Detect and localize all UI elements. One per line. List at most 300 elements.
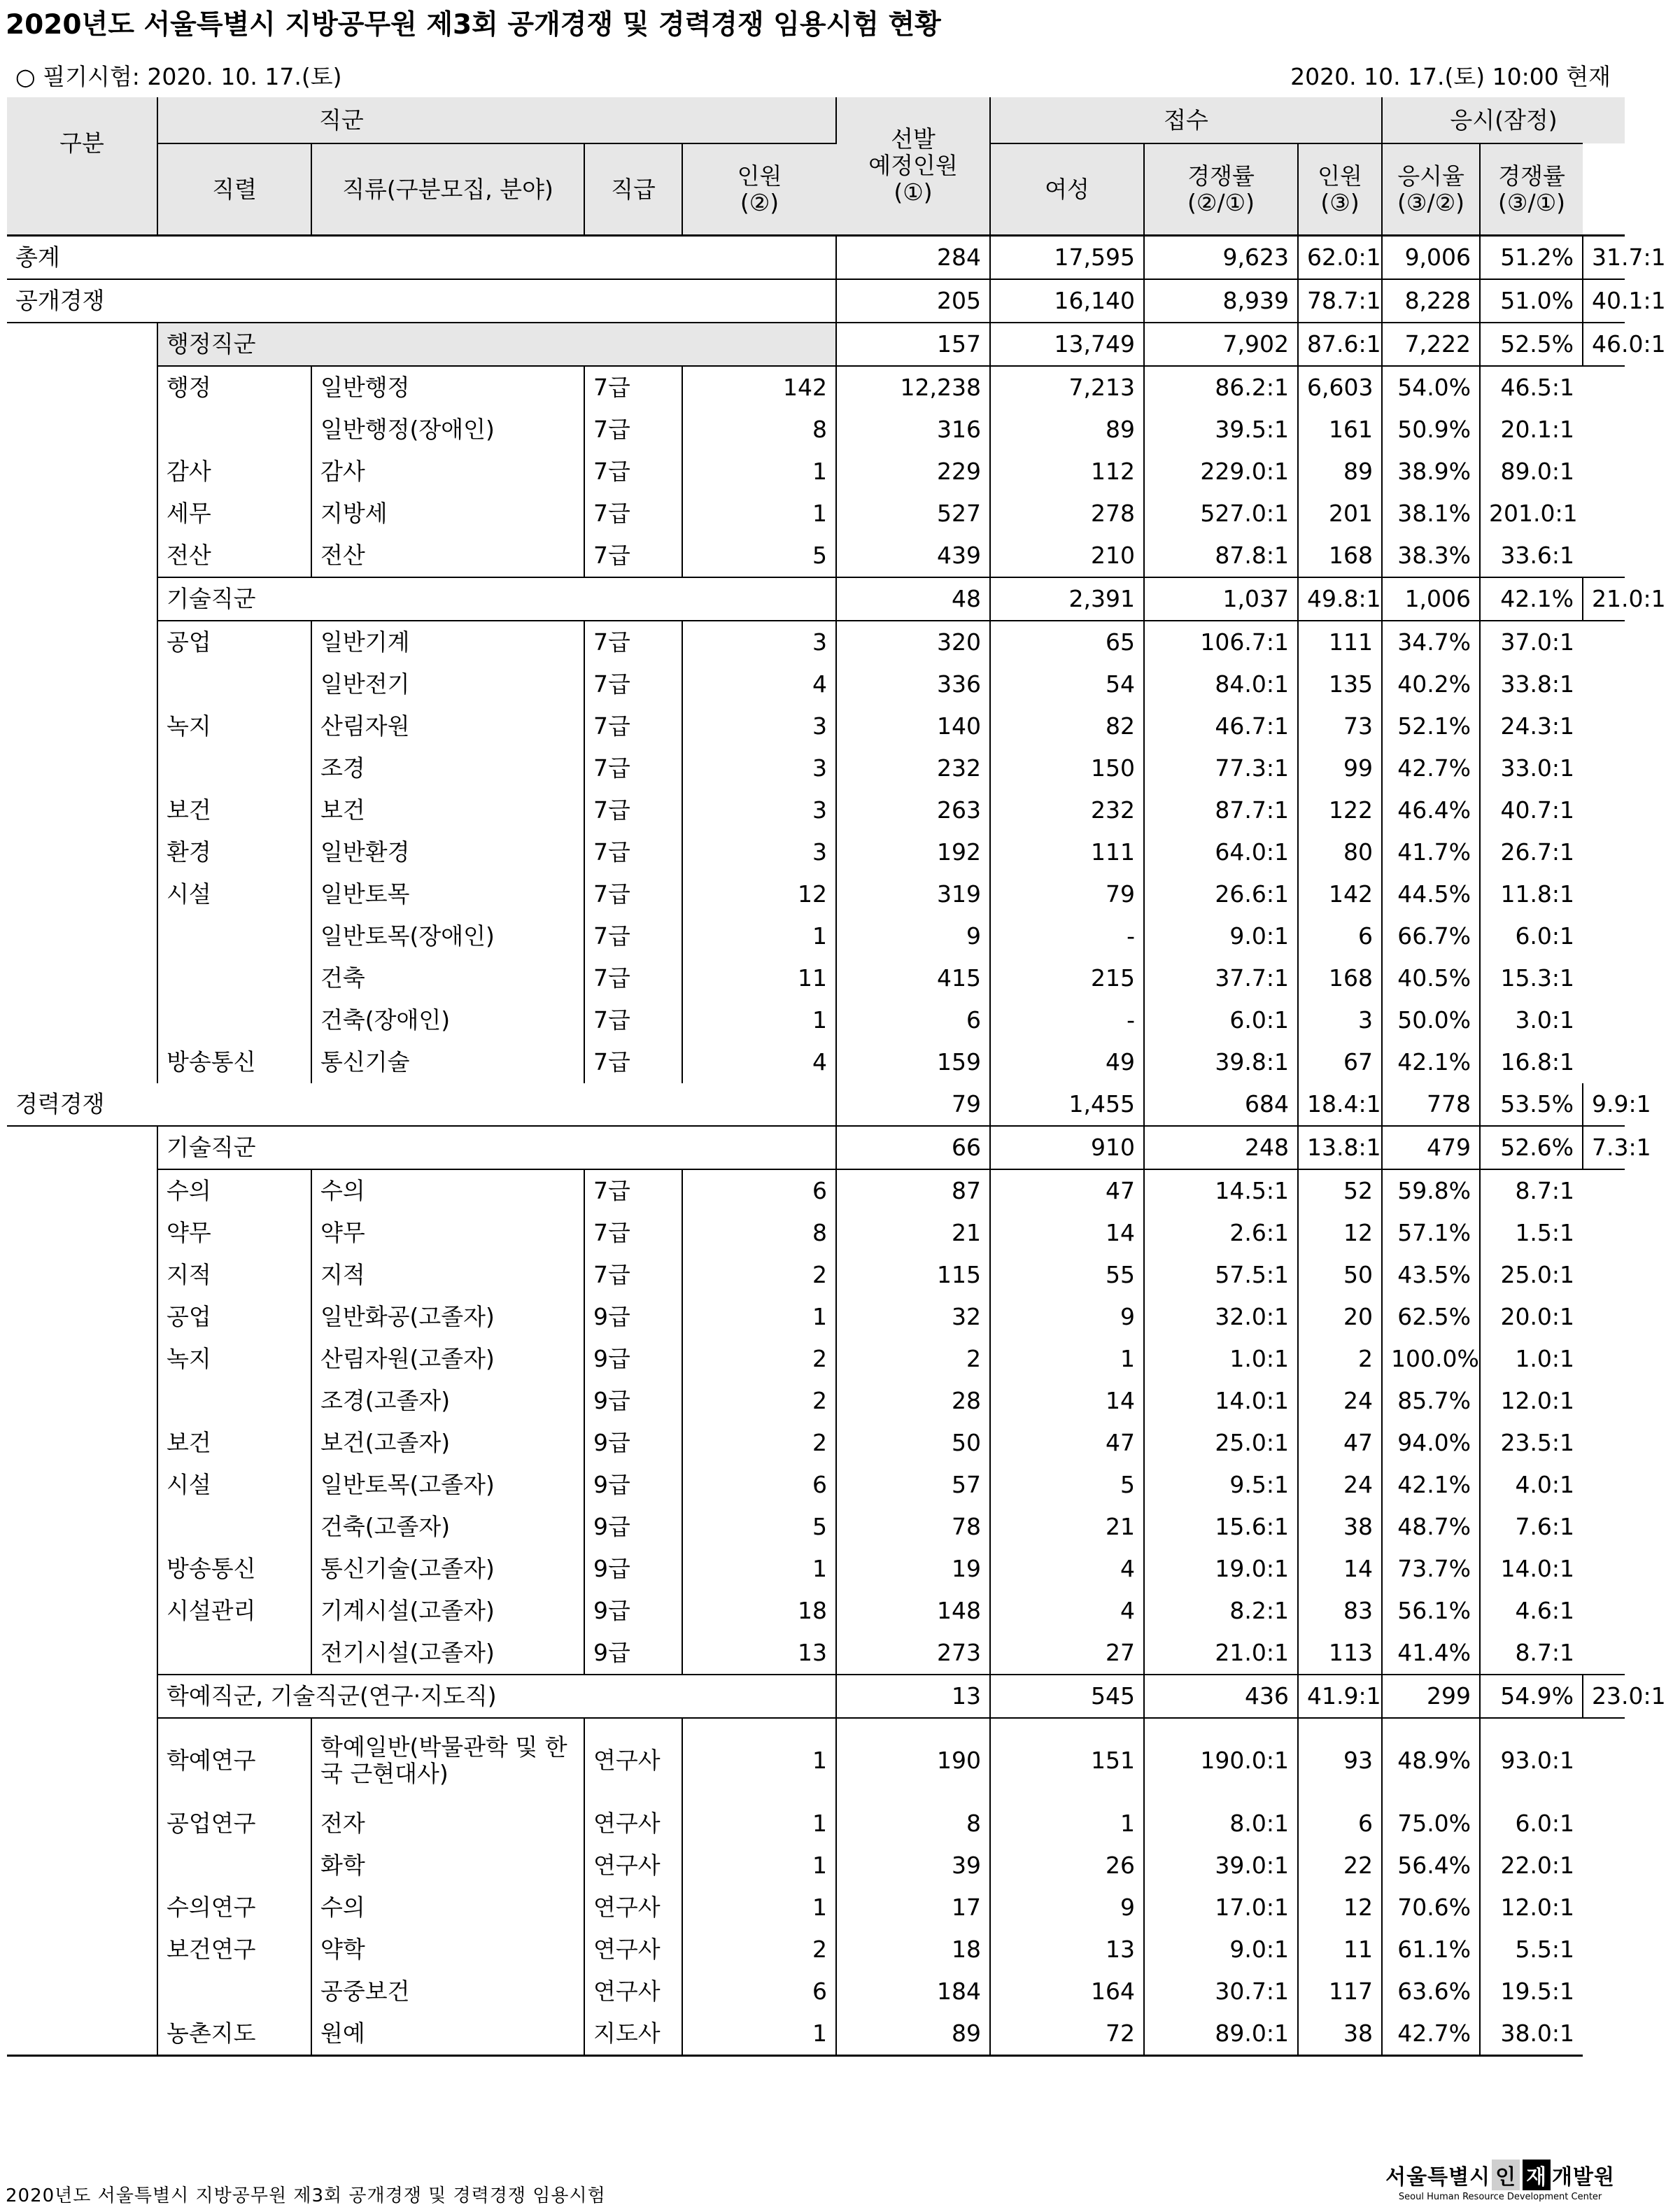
cell-take-ratio: 38.9%: [1382, 451, 1480, 493]
cell-female: 72: [990, 2013, 1144, 2056]
table-row: [7, 323, 1625, 366]
cell-apply-rate: 89.0:1: [1144, 2013, 1298, 2056]
cell-take-rate: 8.7:1: [1515, 1177, 1575, 1204]
header-eungsi-ratio: 응시율 (③/②): [1382, 143, 1480, 236]
cell-take-ratio: 38.3%: [1382, 535, 1480, 577]
cell-female: 151: [990, 1718, 1144, 1803]
table-row: [7, 279, 1625, 323]
cell-takers: 73: [1298, 705, 1382, 747]
cell-class: 산림자원(고졸자): [311, 1338, 584, 1380]
cell-applicants: 232: [836, 747, 990, 789]
cell-planned: 4: [682, 663, 836, 705]
cell-applicants: 2,391: [990, 577, 1144, 621]
table-row: [7, 789, 1625, 831]
cell-apply-rate: 9.0:1: [1144, 1929, 1298, 1971]
indent-cell: [7, 1675, 157, 1718]
cell-applicants: 16,140: [990, 279, 1144, 323]
cell-class: 건축(장애인): [311, 999, 584, 1041]
cell-apply-rate: 25.0:1: [1144, 1422, 1298, 1464]
cell-takers: 80: [1298, 831, 1382, 873]
cell-applicants: 273: [836, 1632, 990, 1675]
cell-take-ratio: 100.0%: [1382, 1338, 1480, 1380]
cell-applicants: 12,238: [836, 366, 990, 409]
cell-planned: 5: [682, 1506, 836, 1548]
cell-applicants: 316: [836, 409, 990, 451]
cell-takers: 52: [1298, 1169, 1382, 1212]
cell-planned: 1: [682, 915, 836, 957]
cell-applicants: 229: [836, 451, 990, 493]
header-eungsi-rate: 경쟁률 (③/①): [1480, 143, 1583, 236]
cell-series: 공업: [167, 1303, 211, 1330]
cell-apply-rate: 77.3:1: [1144, 747, 1298, 789]
table-row: [7, 705, 1625, 747]
cell-planned: 5: [682, 535, 836, 577]
cell-apply-rate: 106.7:1: [1144, 621, 1298, 663]
table-row: [7, 1675, 1625, 1718]
cell-take-rate: 26.7:1: [1500, 838, 1575, 866]
cell-takers: 24: [1298, 1464, 1382, 1506]
cell-planned: 3: [682, 621, 836, 663]
cell-grade: 연구사: [584, 1803, 682, 1845]
cell-female: 248: [1144, 1126, 1298, 1169]
indent-cell: [7, 957, 157, 999]
cell-take-rate: 20.0:1: [1500, 1303, 1575, 1330]
cell-takers: 38: [1298, 1506, 1382, 1548]
cell-apply-rate: 39.8:1: [1144, 1041, 1298, 1083]
cell-grade: 9급: [584, 1422, 682, 1464]
header-jikgun: 직군: [157, 97, 836, 143]
row-label: 행정직군: [157, 323, 836, 366]
cell-take-rate: 33.0:1: [1500, 754, 1575, 782]
cell-apply-rate: 8.2:1: [1144, 1590, 1298, 1632]
table-row: [7, 1041, 1625, 1083]
cell-take-ratio: 38.1%: [1382, 493, 1480, 535]
cell-take-rate: 38.0:1: [1480, 2013, 1583, 2056]
cell-planned: 79: [836, 1083, 990, 1126]
cell-take-ratio: 61.1%: [1382, 1929, 1480, 1971]
indent-cell: [7, 1929, 157, 1971]
cell-apply-rate: 13.8:1: [1298, 1126, 1382, 1169]
cell-takers: 479: [1382, 1126, 1480, 1169]
cell-take-rate: 31.7:1: [1583, 236, 1625, 280]
header-jikgeup: 직급: [584, 143, 682, 236]
cell-apply-rate: 26.6:1: [1144, 873, 1298, 915]
cell-series: 방송통신: [167, 1048, 256, 1076]
cell-take-rate: 7.6:1: [1515, 1513, 1575, 1540]
cell-series: [157, 1845, 311, 1887]
cell-grade: 7급: [584, 873, 682, 915]
cell-takers: 11: [1298, 1929, 1382, 1971]
cell-takers: 9,006: [1382, 236, 1480, 280]
cell-takers: 117: [1298, 1971, 1382, 2013]
cell-take-ratio: 66.7%: [1382, 915, 1480, 957]
cell-female: -: [990, 999, 1144, 1041]
cell-planned: 18: [682, 1590, 836, 1632]
table-body: [7, 236, 1666, 2056]
cell-female: 89: [990, 409, 1144, 451]
cell-class: 조경(고졸자): [311, 1380, 584, 1422]
indent-cell: [7, 1126, 157, 1169]
cell-take-rate: 16.8:1: [1500, 1048, 1575, 1076]
cell-take-rate: 14.0:1: [1500, 1555, 1575, 1582]
cell-take-ratio: 73.7%: [1382, 1548, 1480, 1590]
cell-applicants: 148: [836, 1590, 990, 1632]
indent-cell: [7, 451, 157, 493]
cell-planned: 1: [682, 1296, 836, 1338]
cell-apply-rate: 78.7:1: [1298, 279, 1382, 323]
cell-grade: 7급: [584, 366, 682, 409]
cell-series: [157, 1971, 311, 2013]
cell-planned: 2: [682, 1422, 836, 1464]
cell-female: 27: [990, 1632, 1144, 1675]
cell-class: 지적: [311, 1254, 584, 1296]
cell-grade: 7급: [584, 957, 682, 999]
cell-take-rate: 15.3:1: [1500, 964, 1575, 992]
cell-take-ratio: 57.1%: [1382, 1212, 1480, 1254]
cell-take-rate: 3.0:1: [1515, 1006, 1575, 1034]
table-row: [7, 663, 1625, 705]
cell-takers: 1,006: [1382, 577, 1480, 621]
cell-class: 전자: [311, 1803, 584, 1845]
cell-planned: 284: [836, 236, 990, 280]
exam-date: ○ 필기시험: 2020. 10. 17.(토): [15, 63, 342, 90]
cell-female: 13: [990, 1929, 1144, 1971]
indent-cell: [7, 1464, 157, 1506]
cell-applicants: 159: [836, 1041, 990, 1083]
cell-grade: 7급: [584, 1212, 682, 1254]
cell-class: 보건: [311, 789, 584, 831]
cell-planned: 2: [682, 1929, 836, 1971]
cell-female: 1,037: [1144, 577, 1298, 621]
cell-takers: 7,222: [1382, 323, 1480, 366]
cell-planned: 1: [682, 1845, 836, 1887]
cell-applicants: 415: [836, 957, 990, 999]
indent-cell: [7, 493, 157, 535]
cell-series: 보건연구: [167, 1936, 256, 1963]
cell-take-ratio: 41.7%: [1382, 831, 1480, 873]
cell-takers: 67: [1298, 1041, 1382, 1083]
cell-planned: 2: [682, 1338, 836, 1380]
table-row: [7, 1380, 1625, 1422]
cell-applicants: 1,455: [990, 1083, 1144, 1126]
cell-female: 47: [990, 1422, 1144, 1464]
cell-planned: 12: [682, 873, 836, 915]
cell-takers: 168: [1298, 535, 1382, 577]
header-yeoseong: 여성: [990, 143, 1144, 236]
cell-female: 111: [990, 831, 1144, 873]
cell-grade: 9급: [584, 1338, 682, 1380]
cell-female: 26: [990, 1845, 1144, 1887]
cell-take-ratio: 51.0%: [1480, 279, 1583, 323]
cell-planned: 142: [682, 366, 836, 409]
indent-cell: [7, 1338, 157, 1380]
cell-take-rate: 9.9:1: [1583, 1083, 1625, 1126]
cell-takers: 14: [1298, 1548, 1382, 1590]
cell-planned: 3: [682, 789, 836, 831]
cell-class: 약무: [311, 1212, 584, 1254]
cell-take-ratio: 34.7%: [1382, 621, 1480, 663]
cell-take-rate: 23.5:1: [1500, 1429, 1575, 1456]
cell-take-ratio: 42.7%: [1382, 747, 1480, 789]
cell-take-rate: 37.0:1: [1500, 628, 1575, 656]
cell-class: 기계시설(고졸자): [311, 1590, 584, 1632]
cell-take-ratio: 42.1%: [1382, 1041, 1480, 1083]
cell-apply-rate: 19.0:1: [1144, 1548, 1298, 1590]
cell-take-rate: 201.0:1: [1489, 500, 1578, 527]
cell-planned: 1: [682, 2013, 836, 2056]
cell-apply-rate: 21.0:1: [1144, 1632, 1298, 1675]
cell-planned: 3: [682, 747, 836, 789]
cell-female: 112: [990, 451, 1144, 493]
cell-female: 164: [990, 1971, 1144, 2013]
cell-planned: 48: [836, 577, 990, 621]
cell-applicants: 28: [836, 1380, 990, 1422]
cell-planned: 205: [836, 279, 990, 323]
table-row: [7, 1632, 1625, 1675]
table-row: [7, 1803, 1625, 1845]
table-row: [7, 1506, 1625, 1548]
cell-takers: 6: [1298, 1803, 1382, 1845]
cell-grade: 9급: [584, 1590, 682, 1632]
cell-class: 지방세: [311, 493, 584, 535]
cell-planned: 8: [682, 409, 836, 451]
cell-applicants: 87: [836, 1169, 990, 1212]
cell-planned: 4: [682, 1041, 836, 1083]
indent-cell: [7, 621, 157, 663]
cell-class: 일반화공(고졸자): [311, 1296, 584, 1338]
cell-series: 감사: [167, 458, 211, 485]
cell-series: 방송통신: [167, 1555, 256, 1582]
cell-class: 일반행정(장애인): [311, 409, 584, 451]
indent-cell: [7, 1041, 157, 1083]
indent-cell: [7, 366, 157, 409]
cell-applicants: 17: [836, 1887, 990, 1929]
cell-takers: 8,228: [1382, 279, 1480, 323]
cell-apply-rate: 17.0:1: [1144, 1887, 1298, 1929]
cell-grade: 7급: [584, 621, 682, 663]
row-label: 경력경쟁: [7, 1083, 836, 1126]
row-label: 기술직군: [157, 577, 836, 621]
cell-grade: 7급: [584, 451, 682, 493]
cell-grade: 7급: [584, 831, 682, 873]
cell-series: [157, 409, 311, 451]
cell-planned: 2: [682, 1254, 836, 1296]
header-gubun: 구분: [7, 97, 157, 189]
cell-planned: 1: [682, 1887, 836, 1929]
cell-applicants: 910: [990, 1126, 1144, 1169]
cell-class: 조경: [311, 747, 584, 789]
table-row: [7, 915, 1625, 957]
cell-female: 215: [990, 957, 1144, 999]
indent-cell: [7, 915, 157, 957]
table-row: [7, 1929, 1625, 1971]
cell-class: 수의: [311, 1887, 584, 1929]
cell-takers: 168: [1298, 957, 1382, 999]
cell-grade: 지도사: [584, 2013, 682, 2056]
cell-applicants: 32: [836, 1296, 990, 1338]
cell-applicants: 263: [836, 789, 990, 831]
indent-cell: [7, 663, 157, 705]
header-jeopsu: 접수: [990, 97, 1382, 143]
cell-take-ratio: 52.1%: [1382, 705, 1480, 747]
cell-grade: 9급: [584, 1506, 682, 1548]
cell-planned: 3: [682, 705, 836, 747]
row-label: 기술직군: [157, 1126, 836, 1169]
cell-take-ratio: 56.1%: [1382, 1590, 1480, 1632]
cell-takers: 99: [1298, 747, 1382, 789]
cell-take-rate: 22.0:1: [1500, 1852, 1575, 1879]
cell-series: [157, 915, 311, 957]
cell-applicants: 190: [836, 1718, 990, 1803]
cell-female: 210: [990, 535, 1144, 577]
cell-grade: 7급: [584, 915, 682, 957]
cell-class: 통신기술: [311, 1041, 584, 1083]
cell-applicants: 57: [836, 1464, 990, 1506]
cell-grade: 7급: [584, 789, 682, 831]
cell-planned: 6: [682, 1464, 836, 1506]
cell-applicants: 319: [836, 873, 990, 915]
cell-apply-rate: 527.0:1: [1144, 493, 1298, 535]
cell-apply-rate: 18.4:1: [1298, 1083, 1382, 1126]
cell-apply-rate: 49.8:1: [1298, 577, 1382, 621]
cell-female: 47: [990, 1169, 1144, 1212]
cell-class: 수의: [311, 1169, 584, 1212]
cell-female: -: [990, 915, 1144, 957]
cell-class: 화학: [311, 1845, 584, 1887]
cell-apply-rate: 86.2:1: [1144, 366, 1298, 409]
cell-takers: 50: [1298, 1254, 1382, 1296]
cell-take-rate: 33.8:1: [1500, 670, 1575, 698]
cell-take-ratio: 54.9%: [1480, 1675, 1583, 1718]
cell-apply-rate: 9.5:1: [1144, 1464, 1298, 1506]
cell-applicants: 192: [836, 831, 990, 873]
table-row: [7, 236, 1625, 280]
cell-takers: 24: [1298, 1380, 1382, 1422]
indent-cell: [7, 999, 157, 1041]
cell-class: 일반행정: [311, 366, 584, 409]
cell-take-ratio: 63.6%: [1382, 1971, 1480, 2013]
cell-take-rate: 46.0:1: [1583, 323, 1625, 366]
cell-take-ratio: 42.1%: [1480, 577, 1583, 621]
cell-grade: 7급: [584, 1041, 682, 1083]
cell-take-ratio: 50.0%: [1382, 999, 1480, 1041]
cell-takers: 38: [1298, 2013, 1382, 2056]
cell-class: 일반토목: [311, 873, 584, 915]
cell-take-rate: 33.6:1: [1500, 542, 1575, 569]
cell-female: 278: [990, 493, 1144, 535]
cell-female: 9: [990, 1296, 1144, 1338]
indent-cell: [7, 2013, 157, 2056]
cell-takers: 6,603: [1298, 366, 1382, 409]
table-row: [7, 1422, 1625, 1464]
cell-series: 녹지: [167, 1345, 211, 1372]
cell-female: 150: [990, 747, 1144, 789]
table-row: [7, 1887, 1625, 1929]
cell-applicants: 19: [836, 1548, 990, 1590]
cell-female: 232: [990, 789, 1144, 831]
cell-female: 7,902: [1144, 323, 1298, 366]
cell-take-rate: 24.3:1: [1500, 712, 1575, 740]
cell-take-ratio: 46.4%: [1382, 789, 1480, 831]
cell-take-ratio: 59.8%: [1382, 1169, 1480, 1212]
table-row: [7, 451, 1625, 493]
cell-female: 55: [990, 1254, 1144, 1296]
table-row: [7, 1718, 1625, 1803]
table-row: [7, 831, 1625, 873]
cell-apply-rate: 30.7:1: [1144, 1971, 1298, 2013]
cell-applicants: 21: [836, 1212, 990, 1254]
cell-take-rate: 11.8:1: [1500, 880, 1575, 908]
cell-take-ratio: 54.0%: [1382, 366, 1480, 409]
cell-grade: 9급: [584, 1380, 682, 1422]
table-row: [7, 1845, 1625, 1887]
cell-applicants: 115: [836, 1254, 990, 1296]
cell-planned: 13: [682, 1632, 836, 1675]
cell-class: 일반전기: [311, 663, 584, 705]
indent-cell: [7, 789, 157, 831]
table-row: [7, 535, 1625, 577]
cell-class: 일반기계: [311, 621, 584, 663]
cell-takers: 111: [1298, 621, 1382, 663]
exam-status-table: [7, 97, 1666, 2057]
cell-take-rate: 12.0:1: [1500, 1894, 1575, 1921]
cell-applicants: 527: [836, 493, 990, 535]
header-eungsi: 응시(잠정): [1382, 97, 1625, 143]
table-row: [7, 1254, 1625, 1296]
cell-takers: 161: [1298, 409, 1382, 451]
cell-class: 원예: [311, 2013, 584, 2056]
cell-applicants: 17,595: [990, 236, 1144, 280]
cell-applicants: 336: [836, 663, 990, 705]
cell-female: 79: [990, 873, 1144, 915]
header-jikryu: 직류(구분모집, 분야): [311, 143, 584, 236]
header-eungsi-inwon: 인원 (③): [1298, 143, 1382, 236]
cell-apply-rate: 6.0:1: [1144, 999, 1298, 1041]
indent-cell: [7, 1422, 157, 1464]
cell-class: 전기시설(고졸자): [311, 1632, 584, 1675]
cell-apply-rate: 87.8:1: [1144, 535, 1298, 577]
cell-take-rate: 21.0:1: [1583, 577, 1625, 621]
cell-takers: 6: [1298, 915, 1382, 957]
cell-planned: 1: [682, 999, 836, 1041]
table-row: [7, 1338, 1625, 1380]
cell-apply-rate: 14.0:1: [1144, 1380, 1298, 1422]
indent-cell: [7, 1971, 157, 2013]
indent-cell: [7, 577, 157, 621]
table-row: [7, 1169, 1625, 1212]
cell-apply-rate: 46.7:1: [1144, 705, 1298, 747]
cell-female: 8,939: [1144, 279, 1298, 323]
cell-take-ratio: 52.6%: [1480, 1126, 1583, 1169]
header-seonbal: 선발 예정인원 (①): [836, 97, 990, 236]
cell-takers: 12: [1298, 1887, 1382, 1929]
cell-take-ratio: 56.4%: [1382, 1845, 1480, 1887]
cell-female: 5: [990, 1464, 1144, 1506]
cell-series: 수의: [167, 1177, 211, 1204]
cell-grade: 9급: [584, 1464, 682, 1506]
header-jeopsu-rate: 경쟁률 (②/①): [1144, 143, 1298, 236]
cell-take-ratio: 41.4%: [1382, 1632, 1480, 1675]
row-label: 총계: [7, 236, 836, 280]
indent-cell: [7, 747, 157, 789]
cell-take-rate: 1.0:1: [1515, 1345, 1575, 1372]
cell-planned: 66: [836, 1126, 990, 1169]
cell-applicants: 50: [836, 1422, 990, 1464]
cell-female: 49: [990, 1041, 1144, 1083]
cell-planned: 3: [682, 831, 836, 873]
cell-female: 684: [1144, 1083, 1298, 1126]
header-gubun-spacer: [7, 189, 157, 236]
